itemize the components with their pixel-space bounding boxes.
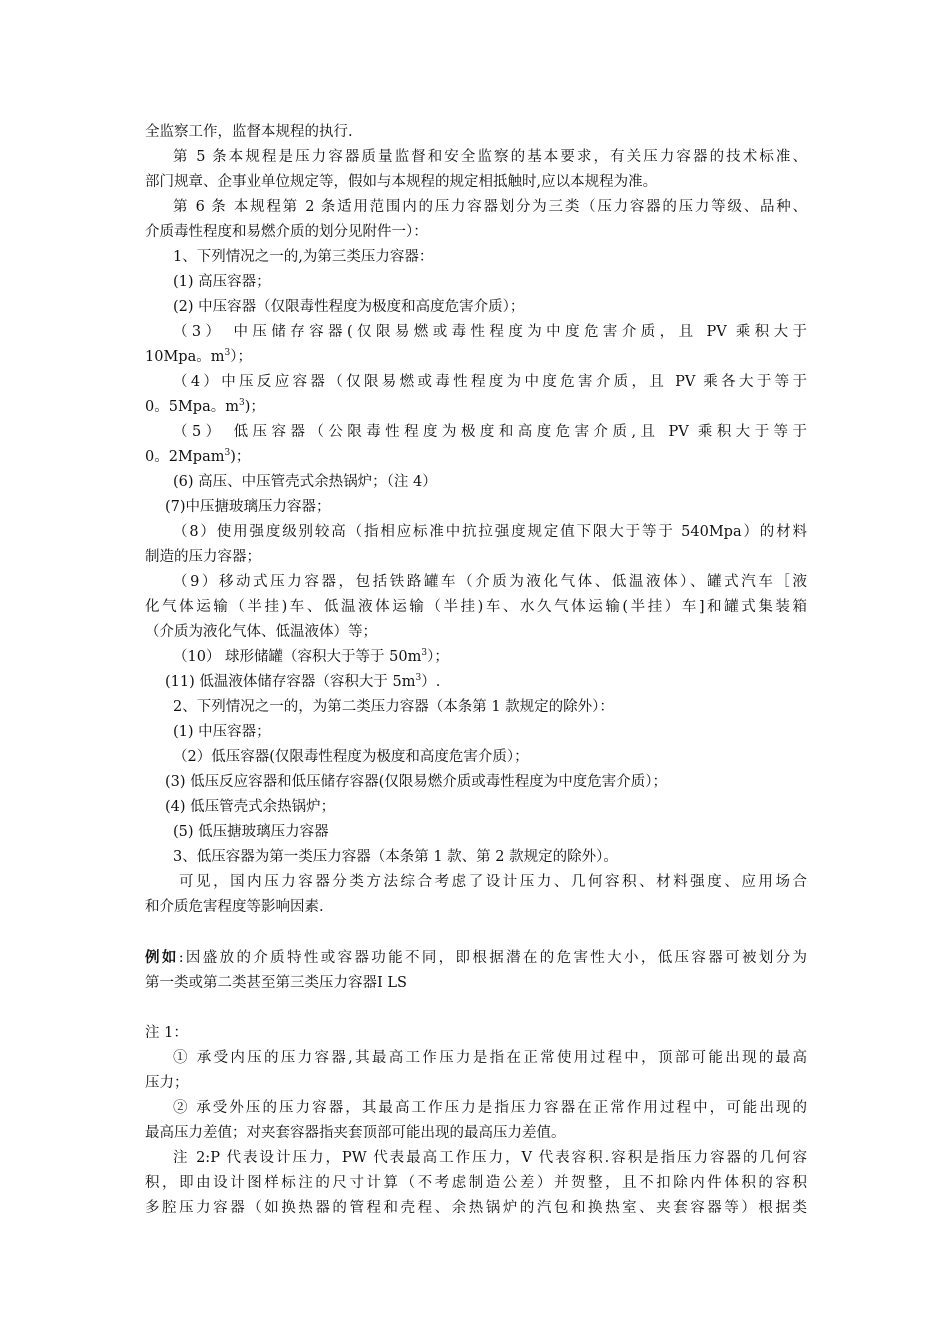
text-line: 1、下列情况之一的,为第三类压力容器： (173, 249, 434, 265)
text-line: 例如:因盛放的介质特性或容器功能不同，即根据潜在的危害性大小，低压容器可被划分为 (145, 949, 807, 966)
text-line: 化气体运输（半挂)车、低温液体运输（半挂)车、水久气体运输(半挂）车]和罐式集装箱 (145, 599, 807, 615)
text-line: 最高压力差值；对夹套容器指夹套顶部可能出现的最高压力差值。 (145, 1125, 566, 1141)
text-line: 第一类或第二类甚至第三类压力容器Ⅰ LS (145, 975, 407, 991)
text-line: 全监察工作，监督本规程的执行. (145, 124, 353, 140)
text-line: 积，即由设计图样标注的尺寸计算（不考虑制造公差）并贺整，且不扣除内件体积的容积 (145, 1175, 807, 1191)
text-line: 10Mpa。$m^3$）； (145, 348, 252, 365)
text-line: 介质毒性程度和易燃介质的划分见附件一）： (145, 224, 428, 240)
text-line: 3、低压容器为第一类压力容器（本条第 1 款、第 2 款规定的除外）。 (173, 849, 618, 865)
text-line: 第 5 条本规程是压力容器质量监督和安全监察的基本要求，有关压力容器的技术标准、 (173, 149, 807, 165)
list-item: (3) 低压反应容器和低压储存容器(仅限易燃介质或毒性程度为中度危害介质）； (165, 774, 668, 790)
list-item: (2) 中压容器（仅限毒性程度为极度和高度危害介质）； (173, 299, 525, 315)
list-item: (5) 低压搪玻璃压力容器 (173, 824, 329, 840)
note-heading: 注 1： (145, 1025, 188, 1041)
text-line: 0。2Mpam$^3$)； (145, 448, 251, 465)
list-item: （9）移动式压力容器，包括铁路罐车（介质为液化气体、低温液体）、罐式汽车［液 (173, 574, 807, 590)
text-line: （介质为液化气体、低温液体）等； (145, 624, 377, 640)
list-item: ① 承受内压的压力容器,其最高工作压力是指在正常使用过程中，顶部可能出现的最高 (173, 1050, 807, 1066)
text-line: 和介质危害程度等影响因素. (145, 899, 324, 915)
list-item: （4）中压反应容器（仅限易燃或毒性程度为中度危害介质，且 PV 乘各大于等于 (173, 374, 807, 390)
list-item: （3） 中压储存容器(仅限易燃或毒性程度为中度危害介质，且 PV 乘积大于 (173, 324, 807, 340)
text-line: 可见，国内压力容器分类方法综合考虑了设计压力、几何容积、材料强度、应用场合 (179, 874, 807, 890)
list-item: (6) 高压、中压管壳式余热锅炉；（注 4） (173, 474, 437, 490)
list-item: （5） 低压容器（公限毒性程度为极度和高度危害介质,且 PV 乘积大于等于 (173, 424, 807, 440)
text-line: 第 6 条 本规程第 2 条适用范围内的压力容器划分为三类（压力容器的压力等级、品种、 (173, 199, 807, 215)
example-label: 例如 (145, 949, 179, 966)
text-line: 部门规章、企事业单位规定等，假如与本规程的规定相抵触时,应以本规程为准。 (145, 174, 658, 190)
list-item: (1) 高压容器； (173, 274, 271, 290)
spacer (145, 920, 807, 945)
list-item: （2）低压容器(仅限毒性程度为极度和高度危害介质）； (173, 749, 529, 765)
list-item: (7)中压搪玻璃压力容器； (165, 499, 331, 515)
list-item: (11) 低温液体储存容器（容积大于 $5m^3$）. (165, 673, 441, 690)
spacer (145, 996, 807, 1021)
list-item: ② 承受外压的压力容器，其最高工作压力是指压力容器在正常作用过程中，可能出现的 (173, 1100, 807, 1116)
text-line: 多腔压力容器（如换热器的管程和壳程、余热锅炉的汽包和换热室、夹套容器等）根据类 (145, 1200, 807, 1216)
text-line: 注 2:P 代表设计压力，PW 代表最高工作压力，V 代表容积.容积是指压力容器的几何容 (173, 1150, 807, 1166)
list-item: (4) 低压管壳式余热锅炉； (165, 799, 336, 815)
text-line: 0。5Mpa。$m^3$)； (145, 398, 265, 415)
list-item: （8）使用强度级别较高（指相应标准中抗拉强度规定值下限大于等于 540Mpa）的材料 (173, 524, 807, 540)
list-item: (1) 中压容器； (173, 724, 271, 740)
text-line: 压力； (145, 1075, 189, 1091)
text-line: 2、下列情况之一的，为第二类压力容器（本条第 1 款规定的除外）： (173, 699, 614, 715)
document-page (145, 120, 807, 1221)
list-item: （10） 球形储罐（容积大于等于 $50m^3$）； (173, 648, 449, 665)
text-line: 制造的压力容器； (145, 549, 261, 565)
